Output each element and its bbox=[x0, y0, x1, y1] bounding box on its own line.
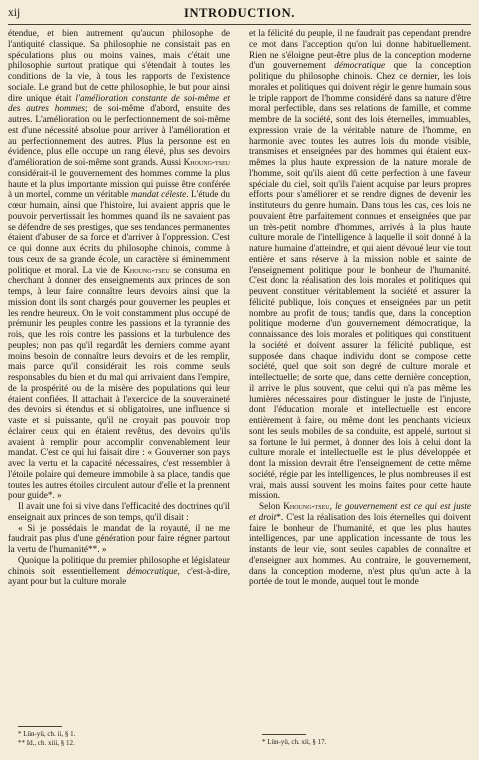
name-small-caps: Khoung-tseu bbox=[283, 502, 330, 512]
right-column bbox=[249, 29, 471, 588]
paragraph bbox=[249, 502, 471, 588]
name-small-caps: Khoung-tseu bbox=[123, 265, 170, 276]
paragraph bbox=[249, 29, 471, 502]
text-run: ; de soi-même d'abord, ensuite des autres. L'amélioration ou le perfectionnement de soi-même est d'une nécessité absolue pour arriver à l'amélioration et au perfectionnement des autres. Plus la personne est en évidence, plus elle occupe un rang élevé, plus ses devoirs d'amélioration de soi-même sont grands. Aussi bbox=[8, 104, 230, 168]
footnote: * Lün-yü, ch. ii, § 1. bbox=[18, 730, 76, 738]
text-run: se consuma en cherchant à donner des enseignements aux princes de son temps, à leur faire connaître leurs devoirs ainsi que la mission dont ils sont chargés pour gouverner les peuples et les rendre heureux. On le voit constamment plus occupé de prémunir les peuples contre les passions et la tyrannie des rois, que les rois contre les passions et la turbulence des peuples; non pas qu'il regardât les derniers comme ayant moins besoin de connaître leurs devoirs et de les remplir, mais parce qu'il considérait les rois comme seuls responsables du bien et du mal qui arrivaient dans l'empire, de la prospérité ou de la misère des populations qui leur étaient confiées. Il attachait à l'exercice de la souveraineté des devoirs si étendus et si obligatoires, une influence si vaste et si puissante, qu'il ne croyait pas pouvoir trop éclairer ceux qui en étaient revêtus, des devoirs qu'ils avaient à remplir pour accomplir convenablement leur mandat. C'est ce qui lui faisait dire : « Gouverner son pays avec la vertu et la capacité nécessaires, c'est ressembler à l'étoile polaire qui demeure immobile à sa place, tandis que toutes les autres étoiles circulent autour d'elle et la prennent pour guide*. » bbox=[8, 265, 230, 502]
text-run: étendue, et bien autrement qu'aucun philosophe de l'antiquité classique. Sa philosophie ne consistait pas en spéculations plus ou moins vaines, mais c'était une philosophie surtout pratique qui s'étendait à toutes les conditions de la vie, à tous les rapports de l'existence sociale. Le grand but de cette philosophie, le but pour ainsi dire unique était bbox=[8, 29, 230, 104]
footnotes-right bbox=[262, 738, 479, 747]
italic-text: l'amélioration constante de soi-même et des autres hommes bbox=[8, 93, 230, 115]
footnote: ** Id., ch. xiii, § 12. bbox=[18, 738, 75, 747]
text-run: et la félicité du peuple, il ne faudrait pas cependant prendre ce mot dans l'acception qu'on lui donne habituellement. Rien ne s'éloigne peut-être plus de la conception moderne d'un gouvernement bbox=[249, 29, 471, 72]
header-rule bbox=[8, 24, 471, 25]
text-run: . L'étude du cœur humain, ainsi que l'histoire, lui avaient appris que le pouvoir pervertissait les hommes quand ils ne savaient pas se défendre de ses prestiges, que ses tendances permanentes étaient d'abuser de sa force et d'arriver à l'oppression. C'est ce qui donne aux écrits du philosophe chinois, comme à tous ceux de sa grande école, un caractère si éminemment politique et moral. La vie de bbox=[8, 190, 230, 276]
paragraph bbox=[8, 556, 230, 588]
text-run: que la conception politique du philosophe chinois. Chez ce dernier, les lois morales et politiques qui doivent régir le genre humain sous le triple rapport de l'homme considéré dans sa nature d'être moral perfectible, dans ses relations de famille, et comme membre de la société, sont des lois éternelles, immuables, expression vraie de la véritable nature de l'homme, en harmonie avec toutes les autres lois du monde visible, transmises et enseignées par des hommes qui étaient eux-mêmes la plus haute expression de la nature morale de l'homme, soit qu'ils aient dû cette perfection à une faveur spéciale du ciel, soit qu'ils l'aient acquise par leurs propres efforts pour s'améliorer et se rendre dignes de devenir les instituteurs du genre humain. Dans tous les cas, ces lois ne pouvaient être parfaitement connues et enseignées que par un très-petit nombre d'hommes, arrivés à la plus haute culture morale de l'intelligence à laquelle il soit donné à la nature humaine d'atteindre, et qui aient dévoué leur vie tout entière et sans réserve à la mission noble et sainte de l'enseignement politique pour le bonheur de l'humanité. C'est donc la réalisation des lois morales et politiques qui peuvent constituer véritablement la société et assurer la félicité publique, lois conçues et enseignées par un petit nombre au profit de tous; tandis que, dans la conception politique moderne d'un gouvernement démocratique, la connaissance des lois morales et politiques qui constituent la société et doivent assurer la félicité publique, est supposée dans chaque individu dont se compose cette société, quel que soit son degré de culture morale et intellectuelle; de sorte que, dans cette dernière conception, il arrive le plus souvent, que celui qui n'a pas même les lumières nécessaires pour distinguer le juste de l'injuste, dont l'éducation morale et intellectuelle est encore entièrement à faire, ou même dont les penchants vicieux sont les seuls mobiles de sa conduite, est appelé, surtout si sa fortune le lui permet, à donner des lois à celui dont la culture morale et intellectuelle est le plus développée et dont la mission devrait être l'enseignement de cette même société, régie par les intelligences, le plus nombreuses il est vrai, mais aussi souvent les moins faites pour cette haute mission. bbox=[249, 61, 471, 502]
italic-text: mandat céleste bbox=[130, 190, 187, 201]
running-title: INTRODUCTION. bbox=[184, 6, 295, 20]
text-run: *. C'est la réalisation des lois éternelles qui doivent faire le bonheur de l'humanité, et que les plus hautes intelligences, par une application incessante de tous les instants de leur vie, sont seules capables de connaître et d'enseigner aux hommes. Au contraire, le gouvernement, dans la conception moderne, n'est plus qu'un acte à la portée de tout le monde, auquel tout le monde bbox=[249, 512, 471, 588]
text-run: « Si je possédais le mandat de la royauté, il ne me faudrait pas plus d'une génération pour faire régner partout la vertu de l'humanité**. » bbox=[8, 523, 230, 555]
italic-text: démocratique bbox=[334, 61, 386, 72]
footnote-rule-left bbox=[18, 726, 62, 727]
name-small-caps: Khoung-tseu bbox=[183, 158, 230, 168]
footnotes-left bbox=[18, 730, 240, 747]
text-run: Quoique la politique du premier philosophe et législateur chinois soit essentiellement bbox=[8, 555, 230, 577]
text-run: Il avait une foi si vive dans l'efficacité des doctrines qu'il enseignait aux princes de son temps, qu'il disait : bbox=[8, 502, 230, 523]
paragraph bbox=[8, 502, 230, 524]
text-run: considérait-il le gouvernement des hommes comme la plus haute et la plus importante mission qui puisse être conférée à un mortel, comme un véritable bbox=[8, 168, 230, 201]
footnote-rule-right bbox=[262, 734, 306, 735]
left-column bbox=[8, 29, 230, 588]
paragraph bbox=[8, 524, 230, 556]
text-run: , bbox=[329, 502, 336, 512]
text-run: Selon bbox=[259, 502, 284, 512]
italic-text: démocratique bbox=[126, 566, 178, 577]
footnote: * Lün-yü, ch. xii, § 17. bbox=[262, 738, 327, 746]
page-header bbox=[8, 6, 471, 22]
text-run: , c'est-à-dire, ayant pour but la culture morale bbox=[8, 566, 230, 588]
paragraph bbox=[8, 29, 230, 502]
italic-text: le gouvernement est ce qui est juste et droit bbox=[249, 502, 472, 523]
page-number: xij bbox=[8, 7, 21, 19]
